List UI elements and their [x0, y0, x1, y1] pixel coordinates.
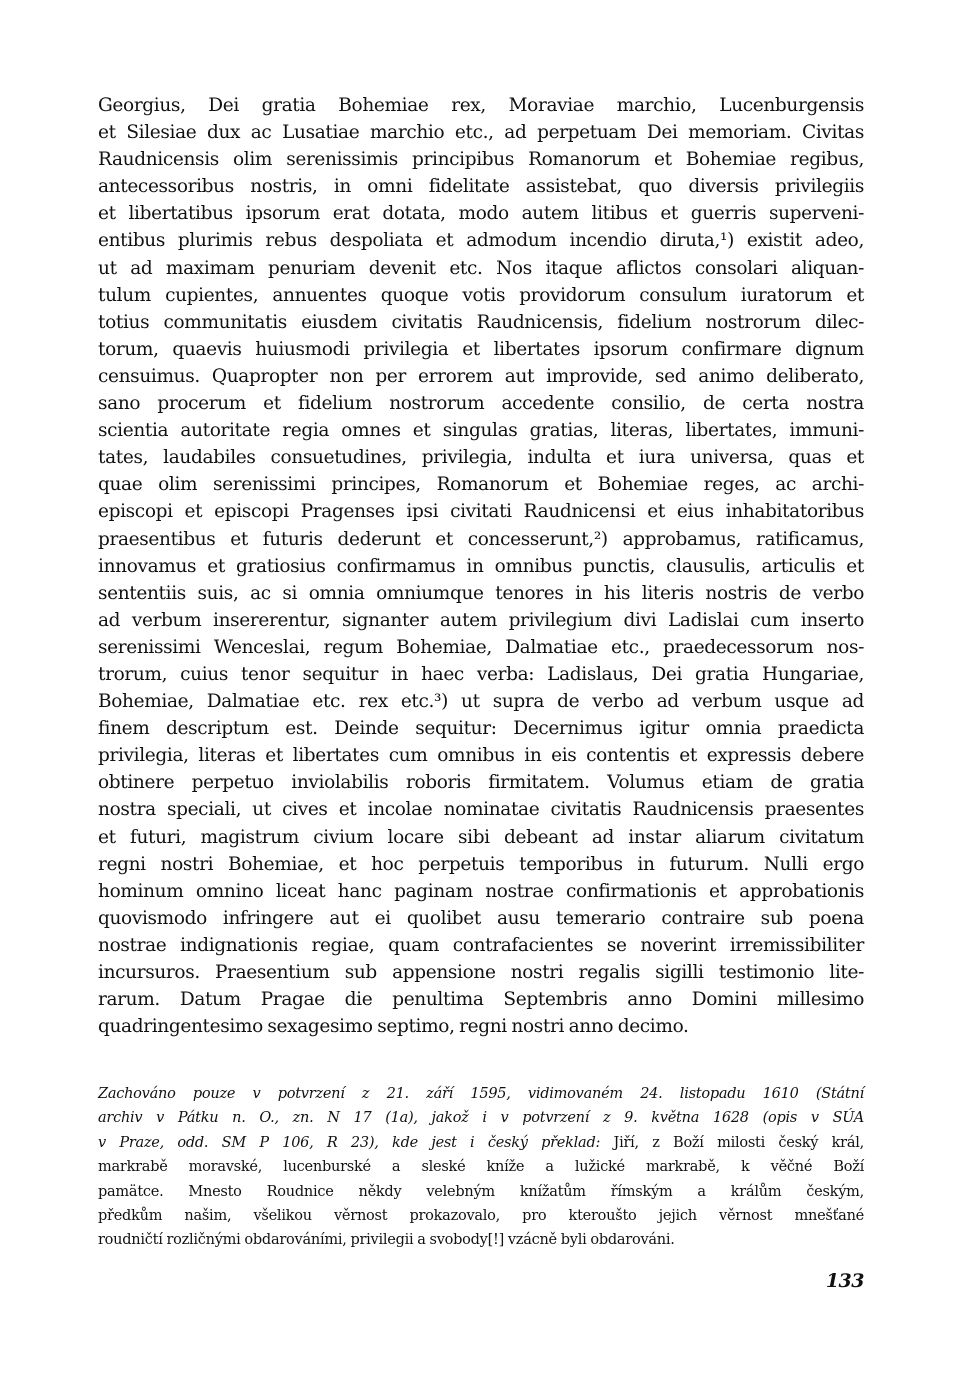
note-italic: v Praze, odd. SM P 106, R 23), kde jest i český překlad: — [98, 1134, 614, 1151]
note-roman: markrabě moravské, lucenburské a sleské kníže a lužické markrabě, k věčné Boží — [98, 1159, 864, 1176]
text-line: antecessoribus nostris, in omni fidelitate assistebat, quo diversis privilegiis — [98, 176, 864, 198]
note-line — [98, 1204, 864, 1228]
text-line: episcopi et episcopi Pragenses ipsi civitati Raudnicensi et eius inhabitatoribus — [98, 501, 864, 523]
text-line: nostra speciali, ut cives et incolae nominatae civitatis Raudnicensis praesentes — [98, 799, 864, 821]
text-line: tulum cupientes, annuentes quoque votis providorum consulum iuratorum et — [98, 284, 864, 306]
note-line — [98, 1180, 864, 1204]
note-italic: Zachováno pouze v potvrzení z 21. září 1595, vidimovaném 24. listopadu 1610 (Státní — [98, 1086, 864, 1102]
text-line: privilegia, literas et libertates cum omnibus in eis contentis et expressis debere — [98, 745, 864, 767]
charter-text — [98, 92, 864, 1040]
text-line: serenissimi Wenceslai, regum Bohemiae, Dalmatiae etc., praedecessorum nos- — [98, 636, 864, 658]
note-roman: pamätce. Mnesto Roudnice někdy velebným knížatům římským a králům českým, — [98, 1183, 864, 1200]
text-line: et Silesiae dux ac Lusatiae marchio etc., ad perpetuam Dei memoriam. Civitas — [98, 122, 864, 144]
text-line: sano procerum et fidelium nostrorum accedente consilio, de certa nostra — [98, 393, 864, 415]
note-line — [98, 1228, 864, 1252]
note-italic: archiv v Pátku n. O., zn. N 17 (1a), jakož i v potvrzení z 9. května 1628 (opis v SÚA — [98, 1110, 864, 1127]
text-line: trorum, cuius tenor sequitur in haec verba: Ladislaus, Dei gratia Hungariae, — [98, 663, 864, 685]
text-line: incursuros. Praesentium sub appensione nostri regalis sigilli testimonio lite- — [98, 962, 864, 983]
text-line: quovismodo infringere aut ei quolibet ausu temerario contraire sub poena — [98, 907, 864, 929]
text-line: ut ad maximam penuriam devenit etc. Nos itaque aflictos consolari aliquan- — [98, 257, 864, 279]
note-line — [98, 1155, 864, 1179]
text-line: torum, quaevis huiusmodi privilegia et libertates ipsorum confirmare dignum — [98, 338, 864, 360]
text-line: et futuri, magistrum civium locare sibi debeant ad instar aliarum civitatum — [98, 826, 864, 848]
text-line: sententiis suis, ac si omnia omniumque tenores in his literis nostris de verbo — [98, 582, 864, 604]
text-line: totius communitatis eiusdem civitatis Raudnicensis, fidelium nostrorum dilec- — [98, 311, 864, 333]
text-line: Bohemiae, Dalmatiae etc. rex etc.³) ut supra de verbo ad verbum usque ad — [98, 691, 864, 713]
text-line: ad verbum insererentur, signanter autem privilegium divi Ladislai cum inserto — [98, 609, 864, 631]
text-line: nostrae indignationis regiae, quam contrafacientes se noverint irremissibiliter — [98, 934, 864, 956]
text-line: censuimus. Quapropter non per errorem aut improvide, sed animo deliberato, — [98, 365, 864, 387]
text-line: Georgius, Dei gratia Bohemiae rex, Moraviae marchio, Lucenburgensis — [98, 95, 864, 116]
text-line: Raudnicensis olim serenissimis principibus Romanorum et Bohemiae regibus, — [98, 149, 864, 171]
note-line — [98, 1082, 864, 1106]
note-roman: Jiří, z Boží milosti český král, — [613, 1134, 864, 1151]
text-line: entibus plurimis rebus despoliata et admodum incendio diruta,¹) existit adeo, — [98, 230, 864, 252]
text-line: praesentibus et futuris dederunt et concesserunt,²) approbamus, ratificamus, — [98, 528, 864, 550]
page-number: 133 — [825, 1270, 864, 1292]
note-line — [98, 1106, 864, 1130]
text-line: quae olim serenissimi principes, Romanorum et Bohemiae reges, ac archi- — [98, 474, 864, 496]
text-line: hominum omnino liceat hanc paginam nostrae confirmationis et approbationis — [98, 880, 864, 902]
text-line: scientia autoritate regia omnes et singulas gratias, literas, libertates, immuni- — [98, 420, 864, 442]
note-roman: roudničtí rozličnými obdarováními, privilegii a svobody[!] vzácně byli obdarováni. — [98, 1232, 675, 1249]
note-line — [98, 1131, 864, 1155]
text-line: regni nostri Bohemiae, et hoc perpetuis temporibus in futurum. Nulli ergo — [98, 853, 864, 875]
text-line: innovamus et gratiosius confirmamus in omnibus punctis, clausulis, articulis et — [98, 555, 864, 577]
text-line: finem descriptum est. Deinde sequitur: Decernimus igitur omnia praedicta — [98, 718, 864, 740]
text-line: obtinere perpetuo inviolabilis roboris firmitatem. Volumus etiam de gratia — [98, 772, 864, 794]
text-line: et libertatibus ipsorum erat dotata, modo autem litibus et guerris superveni- — [98, 203, 864, 225]
archival-note — [98, 1082, 864, 1253]
text-line: rarum. Datum Pragae die penultima Septembris anno Domini millesimo — [98, 989, 864, 1011]
note-roman: předkům našim, všelikou věrnost prokazovalo, pro kteroušto jejich věrnost mnešťané — [98, 1207, 864, 1224]
text-line: tates, laudabiles consuetudines, privilegia, indulta et iura universa, quas et — [98, 447, 864, 469]
text-line: quadringentesimo sexagesimo septimo, regni nostri anno decimo. — [98, 1016, 689, 1038]
